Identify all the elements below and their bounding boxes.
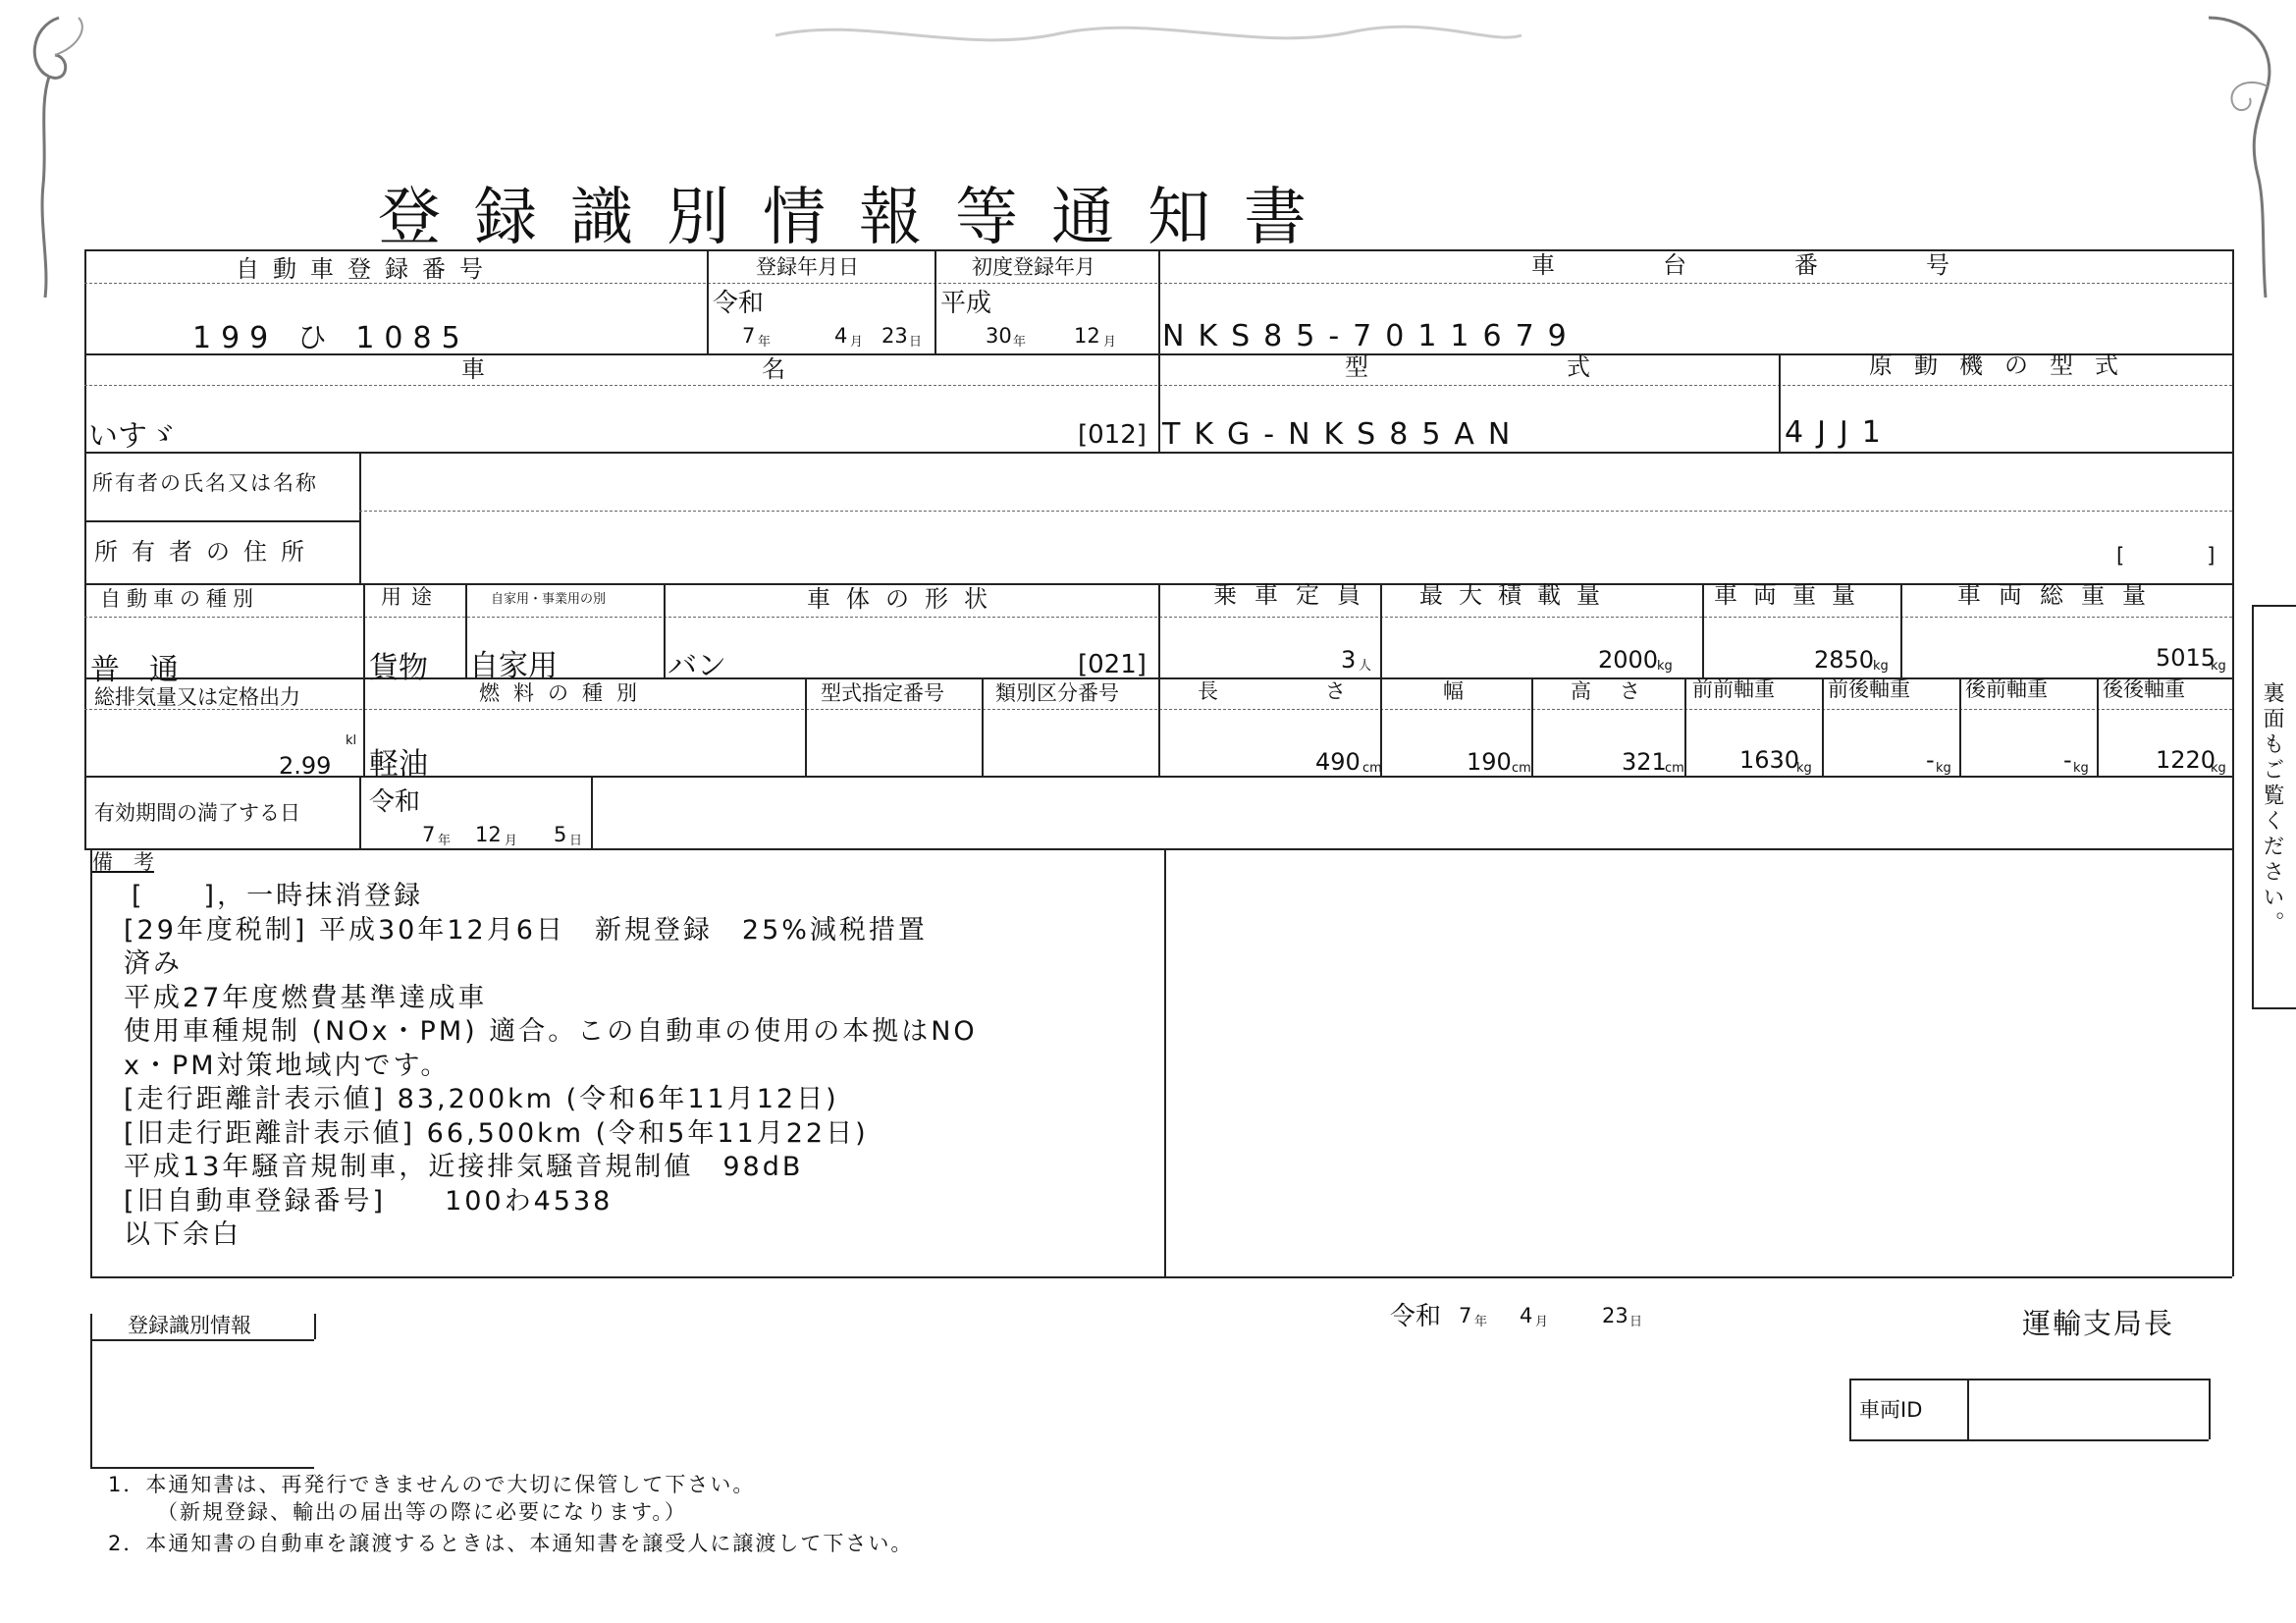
fuel-type-value: 軽油 <box>369 747 428 782</box>
document-title: 登録識別情報等通知書 <box>378 182 1340 254</box>
chassis-no-value: NKS85-7011679 <box>1162 319 1580 353</box>
issue-year-unit: 年 <box>1474 1315 1488 1329</box>
label-model-1: 型 <box>1345 353 1382 381</box>
height-value: 321 <box>1622 748 1667 776</box>
label-fuel-type: 燃料の種別 <box>479 681 651 705</box>
first-reg-month: 12 <box>1074 324 1100 348</box>
label-displacement: 総排気量又は定格出力 <box>94 685 300 709</box>
remark-line: [走行距離計表示値] 83,200km (令和6年11月12日) <box>124 1084 839 1114</box>
label-car-name-2: 名 <box>762 355 799 383</box>
rr-axle-value: 1220 <box>2156 746 2216 774</box>
rf-axle-unit: kg <box>2073 761 2089 776</box>
label-vehicle-weight: 車両重量 <box>1714 581 1871 609</box>
expiry-month-unit: 月 <box>505 834 518 848</box>
length-unit: cm <box>1362 761 1382 776</box>
label-ff-axle: 前前軸重 <box>1692 677 1775 701</box>
first-reg-era: 平成 <box>940 289 992 318</box>
remark-line: [旧走行距離計表示値] 66,500km (令和5年11月22日) <box>124 1117 869 1149</box>
corner-ornament-right <box>2189 8 2287 302</box>
label-model-2: 式 <box>1567 353 1604 381</box>
reg-era: 令和 <box>713 289 765 318</box>
displacement-value: 2.99 <box>279 752 332 780</box>
issue-year: 7 <box>1459 1304 1472 1327</box>
reg-year-unit: 年 <box>758 335 772 350</box>
label-first-reg: 初度登録年月 <box>972 255 1095 279</box>
max-load-unit: kg <box>1657 659 1673 674</box>
width-unit: cm <box>1512 761 1531 776</box>
label-length-2: さ <box>1325 679 1346 703</box>
expiry-year: 7 <box>422 823 436 846</box>
label-fr-axle: 前後軸重 <box>1828 677 1910 701</box>
issue-day: 23 <box>1602 1304 1629 1327</box>
label-rf-axle: 後前軸重 <box>1965 677 2048 701</box>
remark-line: [ ]，一時抹消登録 <box>132 881 424 911</box>
body-code-value: [021] <box>1078 650 1147 679</box>
vehicle-id-label: 車両ID <box>1859 1398 1923 1422</box>
label-remarks: 備 考 <box>92 850 154 874</box>
label-height-1: 高 <box>1571 679 1591 703</box>
capacity-unit: 人 <box>1359 659 1372 674</box>
gross-weight-value: 5015 <box>2156 644 2216 672</box>
reg-month-unit: 月 <box>850 335 864 350</box>
gross-weight-unit: kg <box>2211 659 2226 674</box>
remark-line: 以下余白 <box>124 1219 241 1250</box>
expiry-era: 令和 <box>369 787 421 817</box>
vehicle-type-value: 普 通 <box>90 653 179 687</box>
ff-axle-value: 1630 <box>1739 746 1800 774</box>
label-vehicle-type: 自動車の種別 <box>100 587 259 611</box>
footer-note-2: （新規登録、輸出の届出等の際に必要になります。） <box>157 1500 687 1524</box>
remark-line: 済み <box>124 948 183 979</box>
corner-ornament-left <box>20 8 98 302</box>
top-ornament <box>766 6 1531 65</box>
remark-line: 使用車種規制 (NOx・PM) 適合。この自動車の使用の本拠はNO <box>124 1016 978 1047</box>
usage-value: 貨物 <box>369 651 428 685</box>
first-reg-year: 30 <box>986 324 1012 348</box>
reg-day: 23 <box>881 324 908 348</box>
reg-day-unit: 日 <box>909 335 923 350</box>
label-owner-address: 所有者の住所 <box>94 538 318 566</box>
label-reg-date: 登録年月日 <box>756 255 859 279</box>
vehicle-weight-unit: kg <box>1873 659 1889 674</box>
reg-number-value: 199 ひ 1085 <box>192 321 470 355</box>
rf-axle-value: - <box>2063 746 2072 774</box>
issuer: 運輸支局長 <box>2022 1307 2175 1340</box>
private-commercial-value: 自家用 <box>469 649 558 683</box>
width-value: 190 <box>1467 748 1512 776</box>
expiry-month: 12 <box>475 823 502 846</box>
footer-note-1: 1．本通知書は、再発行できませんので大切に保管して下さい。 <box>108 1473 756 1496</box>
first-reg-year-unit: 年 <box>1013 335 1027 350</box>
remark-line: 平成13年騒音規制車，近接排気騒音規制値 98dB <box>124 1152 804 1182</box>
label-engine-model: 原動機の型式 <box>1869 352 2140 379</box>
height-unit: cm <box>1665 761 1684 776</box>
ff-axle-unit: kg <box>1796 761 1812 776</box>
label-type-designation: 型式指定番号 <box>821 681 944 705</box>
label-private-commercial: 自家用・事業用の別 <box>491 592 607 607</box>
label-category-no: 類別区分番号 <box>995 681 1119 705</box>
issue-month: 4 <box>1520 1304 1533 1327</box>
vehicle-weight-value: 2850 <box>1814 646 1875 674</box>
label-usage: 用途 <box>381 585 442 609</box>
expiry-year-unit: 年 <box>438 834 452 848</box>
max-load-value: 2000 <box>1598 646 1659 674</box>
side-note: 裏面もご覧ください。 <box>2260 681 2284 937</box>
label-length-1: 長 <box>1198 679 1218 703</box>
label-gross-weight: 車両総重量 <box>1957 581 2163 609</box>
remark-line: x・PM対策地域内です。 <box>124 1050 451 1081</box>
reg-year: 7 <box>742 324 756 348</box>
issue-day-unit: 日 <box>1629 1315 1643 1329</box>
displacement-unit: kl <box>346 733 357 748</box>
label-width: 幅 <box>1443 679 1464 703</box>
remark-line: [旧自動車登録番号] 100わ4538 <box>124 1185 614 1217</box>
remark-line: 平成27年度燃費基準達成車 <box>124 982 488 1013</box>
expiry-day: 5 <box>554 823 567 846</box>
reg-month: 4 <box>834 324 848 348</box>
label-rr-axle: 後後軸重 <box>2103 677 2185 701</box>
model-value: TKG-NKS85AN <box>1162 417 1524 452</box>
engine-model-value: 4JJ1 <box>1785 415 1895 450</box>
label-body-shape: 車体の形状 <box>807 585 1003 613</box>
vehicle-id-value <box>1971 1382 2205 1435</box>
label-chassis-no: 車台番号 <box>1531 251 2057 279</box>
body-shape-value: バン <box>667 649 726 683</box>
label-max-load: 最大積載量 <box>1419 581 1616 609</box>
label-car-name-1: 車 <box>461 355 499 383</box>
label-owner-name: 所有者の氏名又は名称 <box>92 471 318 495</box>
label-expiry: 有効期間の満了する日 <box>94 801 300 825</box>
address-bracket: [ ] <box>2116 544 2216 568</box>
issue-era: 令和 <box>1390 1302 1442 1331</box>
rr-axle-unit: kg <box>2211 761 2226 776</box>
label-height-2: さ <box>1620 679 1640 703</box>
label-capacity: 乗車定員 <box>1213 581 1378 609</box>
fr-axle-value: - <box>1926 746 1935 774</box>
issue-month-unit: 月 <box>1535 1315 1549 1329</box>
expiry-day-unit: 日 <box>569 834 583 848</box>
length-value: 490 <box>1315 748 1361 776</box>
car-name-value: いすゞ <box>88 419 177 454</box>
first-reg-month-unit: 月 <box>1103 335 1117 350</box>
label-reg-number: 自動車登録番号 <box>236 255 497 283</box>
reg-info-label: 登録識別情報 <box>128 1314 251 1337</box>
footer-note-3: 2．本通知書の自動車を譲渡するときは、本通知書を譲受人に譲渡して下さい。 <box>108 1532 914 1555</box>
fr-axle-unit: kg <box>1936 761 1951 776</box>
capacity-value: 3 <box>1341 646 1357 674</box>
car-name-code: [012] <box>1078 420 1147 450</box>
remarks-list <box>124 880 1154 1253</box>
remark-line: [29年度税制] 平成30年12月6日 新規登録 25%減税措置 <box>124 914 928 946</box>
